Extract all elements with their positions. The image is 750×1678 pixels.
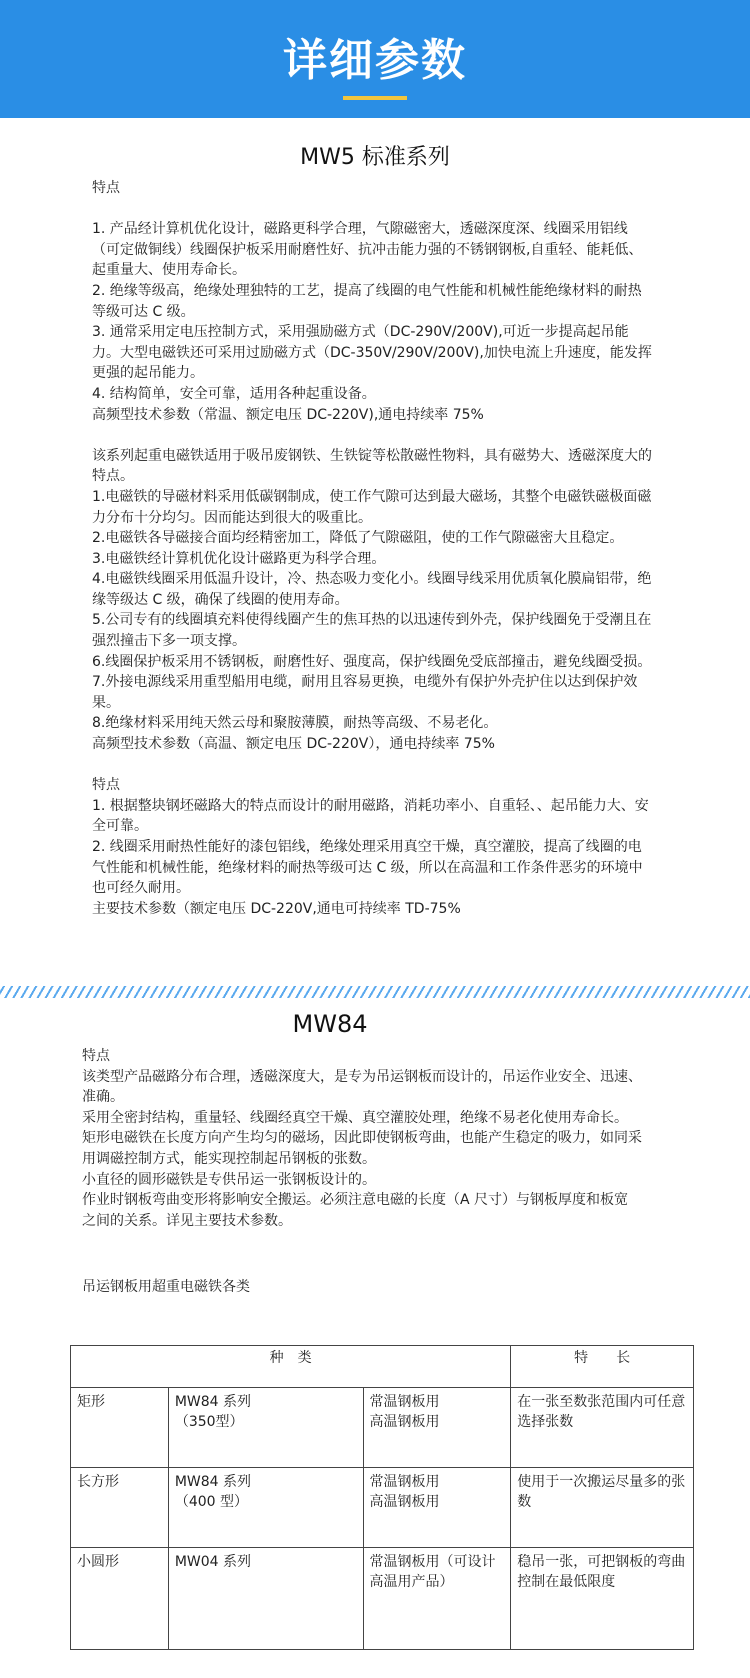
- paragraph: 1. 根据整块钢坯磁路大的特点而设计的耐用磁路，消耗功率小、自重轻、、起吊能力大、安全可靠。: [92, 797, 649, 835]
- paragraph: 8.绝缘材料采用纯天然云母和聚胺薄膜，耐热等高级、不易老化。: [92, 715, 498, 732]
- paragraph: 该类型产品磁路分布合理，透磁深度大，是专为吊运钢板而设计的，吊运作业安全、迅速、准确。: [82, 1068, 642, 1106]
- section-divider: [0, 986, 750, 998]
- paragraph: 主要技术参数（额定电压 DC-220V,通电可持续率 TD-75%: [92, 900, 461, 917]
- paragraph: 1. 产品经计算机优化设计，磁路更科学合理，气隙磁密大，透磁深度深、线圈采用铝线（可定做铜线）线圈保护板采用耐磨性好、抗冲击能力强的不锈钢钢板,自重轻、能耗低、起重量大、使用寿命长。: [92, 221, 643, 279]
- spec-table: [70, 1345, 694, 1650]
- cell-model: MW04 系列: [168, 1548, 363, 1650]
- paragraph: 矩形电磁铁在长度方向产生均匀的磁场，因此即使钢板弯曲，也能产生稳定的吸力，如同采用调磁控制方式，能实现控制起吊钢板的张数。: [82, 1130, 642, 1167]
- cell-feature: 使用于一次搬运尽量多的张数: [511, 1468, 694, 1548]
- paragraph: 2.电磁铁各导磁接合面均经精密加工，降低了气隙磁阻，使的工作气隙磁密大且稳定。: [92, 530, 624, 547]
- paragraph: 3. 通常采用定电压控制方式，采用强励磁方式（DC-290V/200V),可近一步提高起吊能力。大型电磁铁还可采用过励磁方式（DC-350V/290V/200V),加快电流上升速度，能发挥更强的起吊能力。: [92, 324, 652, 382]
- cell-feature: 在一张至数张范围内可任意选择张数: [511, 1388, 694, 1468]
- header-type: 种 类: [71, 1346, 511, 1388]
- feature-label: 特点: [92, 180, 120, 196]
- paragraph: 6.线圈保护板采用不锈钢板，耐磨性好、强度高，保护线圈免受底部撞击，避免线圈受损。: [92, 653, 652, 670]
- paragraph: 高频型技术参数（常温、额定电压 DC-220V),通电持续率 75%: [92, 406, 484, 423]
- paragraph: 4. 结构简单，安全可靠，适用各种起重设备。: [92, 385, 376, 402]
- paragraph: 4.电磁铁线圈采用低温升设计，冷、热态吸力变化小。线圈导线采用优质氧化膜扁铝带，绝缘等级达 C 级，确保了线圈的使用寿命。: [92, 571, 652, 608]
- table-caption: 吊运钢板用超重电磁铁各类: [82, 1279, 250, 1295]
- table-row: [71, 1468, 694, 1548]
- paragraph: 2. 线圈采用耐热性能好的漆包铝线，绝缘处理采用真空干燥，真空灌胶，提高了线圈的电气性能和机械性能，绝缘材料的耐热等级可达 C 级，所以在高温和工作条件恶劣的环境中也可经久耐用。: [92, 839, 643, 897]
- table-row: [71, 1388, 694, 1468]
- paragraph: 作业时钢板弯曲变形将影响安全搬运。必须注意电磁的长度（A 尺寸）与钢板厚度和板宽之间的关系。详见主要技术参数。: [82, 1192, 629, 1229]
- paragraph: 5.公司专有的线圈填充料使得线圈产生的焦耳热的以迅速传到外壳，保护线圈免于受潮且在强烈撞击下多一项支撑。: [92, 612, 652, 650]
- section-title-mw5: MW5 标准系列: [300, 145, 450, 170]
- title-underline: [343, 96, 407, 100]
- section-body-mw84: [82, 1046, 642, 1231]
- paragraph: 高频型技术参数（高温、额定电压 DC-220V），通电持续率 75%: [92, 736, 495, 753]
- table-row: [71, 1548, 694, 1650]
- cell-model: MW84 系列 （400 型）: [168, 1468, 363, 1548]
- paragraph: 小直径的圆形磁铁是专供吊运一张钢板设计的。: [82, 1171, 376, 1188]
- paragraph: 2. 绝缘等级高，绝缘处理独特的工艺，提高了线圈的电气性能和机械性能绝缘材料的耐热等级可达 C 级。: [92, 282, 642, 320]
- cell-use: 常温钢板用 高温钢板用: [363, 1468, 511, 1548]
- cell-feature: 稳吊一张，可把钢板的弯曲控制在最低限度: [511, 1548, 694, 1650]
- table-header-row: [71, 1346, 694, 1388]
- cell-shape: 长方形: [71, 1468, 169, 1548]
- paragraph: 1.电磁铁的导磁材料采用低碳钢制成，使工作气隙可达到最大磁场，其整个电磁铁磁极面磁力分布十分均匀。因而能达到很大的吸重比。: [92, 488, 652, 526]
- paragraph: 该系列起重电磁铁适用于吸吊废钢铁、生铁锭等松散磁性物料，具有磁势大、透磁深度大的特点。: [92, 447, 652, 485]
- header-banner: [0, 0, 750, 118]
- cell-shape: 矩形: [71, 1388, 169, 1468]
- feature-label: 特点: [82, 1048, 110, 1064]
- cell-shape: 小圆形: [71, 1548, 169, 1650]
- cell-use: 常温钢板用（可设计高温用产品）: [363, 1548, 511, 1650]
- cell-model: MW84 系列 （350型）: [168, 1388, 363, 1468]
- cell-use: 常温钢板用 高温钢板用: [363, 1388, 511, 1468]
- feature-label: 特点: [92, 777, 120, 794]
- page-title: 详细参数: [283, 35, 467, 86]
- paragraph: 采用全密封结构，重量轻、线圈经真空干燥、真空灌胶处理，绝缘不易老化使用寿命长。: [82, 1109, 628, 1126]
- header-feature: 特 长: [511, 1346, 694, 1388]
- section-title-mw84: MW84: [292, 1010, 368, 1038]
- section-body-mw5: [92, 178, 652, 919]
- paragraph: 7.外接电源线采用重型船用电缆，耐用且容易更换，电缆外有保护外壳护住以达到保护效果。: [92, 674, 638, 711]
- paragraph: 3.电磁铁经计算机优化设计磁路更为科学合理。: [92, 550, 386, 567]
